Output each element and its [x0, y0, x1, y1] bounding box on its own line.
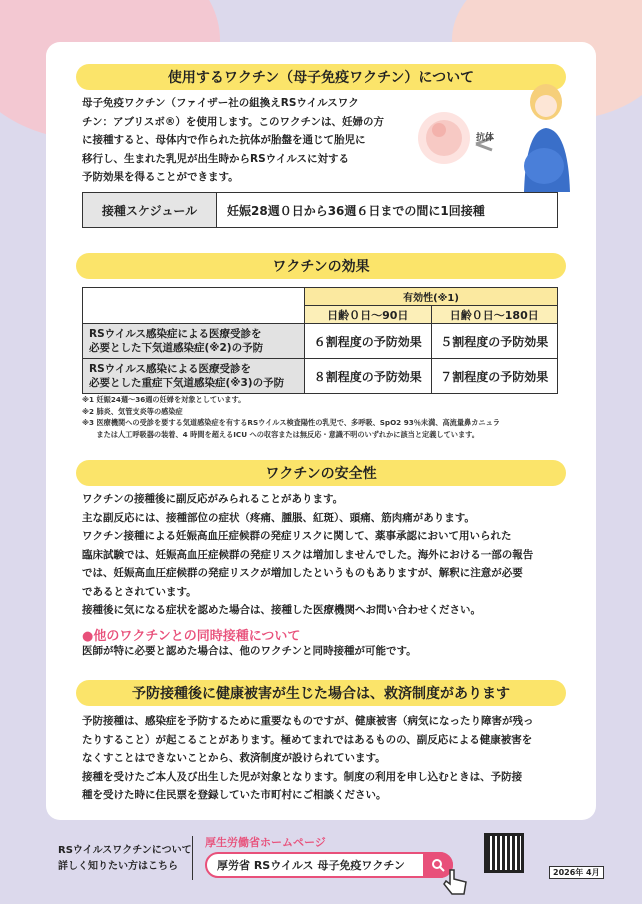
vaccine-description: [82, 94, 427, 187]
safety-description: [82, 490, 572, 620]
table-row: [83, 324, 558, 359]
text-line: 接種後に気になる症状を認めた場合は、接種した医療機関へお問い合わせください。: [82, 604, 481, 616]
table-row: [83, 359, 558, 394]
footnotes: [82, 394, 562, 440]
search-box[interactable]: [205, 852, 453, 878]
text-line: なくすことはできないことから、救済制度が設けられています。: [82, 752, 386, 764]
text-line: であるとされています。: [82, 585, 197, 598]
simultaneous-vaccination-text: 医師が特に必要と認めた場合は、他のワクチンと同時接種が可能です。: [82, 645, 417, 657]
table-cell: ７割程度の予防効果: [431, 359, 558, 394]
table-cell: ８割程度の予防効果: [305, 359, 432, 394]
mhlw-homepage-label: 厚生労働省ホームページ: [205, 836, 326, 849]
footer-line: RSウイルスワクチンについて: [58, 845, 192, 856]
relief-description: [82, 712, 572, 805]
table-cell: ６割程度の予防効果: [305, 324, 432, 359]
table-col-header: 日齢０日〜90日: [305, 306, 432, 324]
schedule-value: 妊娠28週０日から36週６日までの間に1回接種: [227, 203, 485, 218]
footer-divider: [192, 836, 193, 880]
text-line: に接種すると、母体内で作られた抗体が胎盤を通じて胎児に: [82, 134, 366, 146]
table-row-label: RSウイルス感染症による医療受診を 必要とした下気道感染症(※2)の予防: [83, 324, 305, 359]
footnote: ※2 肺炎、気管支炎等の感染症: [82, 406, 183, 416]
footnote: ※3 医療機関への受診を要する気道感染症を有するRSウイルス検査陽性の乳児で、多呼吸、SpO2 93％未満、高流量鼻カニュラ: [82, 418, 500, 427]
text-line: チン：アブリスボ®）を使用します。このワクチンは、妊婦の方: [82, 115, 384, 128]
text-line: ワクチンの接種後に副反応がみられることがあります。: [82, 493, 344, 505]
text-line: ワクチン接種による妊娠高血圧症候群の発症リスクに関して、薬事承認において用いられた: [82, 530, 512, 542]
issue-date: 2026年 4月: [549, 866, 604, 879]
footnote: または人工呼吸器の装着、4 時間を超えるICU への収容または無反応・意識不明のいずれかに該当と定義しています。: [82, 429, 479, 439]
table-corner: [83, 288, 305, 324]
text-line: 母子免疫ワクチン（ファイザー社の組換えRSウイルスワク: [82, 97, 359, 109]
pointer-hand-icon: [442, 868, 468, 896]
schedule-header: 接種スケジュール: [83, 193, 217, 227]
text-line: 接種を受けたご本人及び出生した児が対象となります。制度の利用を申し込むときは、予防接: [82, 770, 523, 783]
text-line: 臨床試験では、妊娠高血圧症候群の発症リスクは増加しませんでした。海外における一部の報告: [82, 548, 534, 561]
footer-line: 詳しく知りたい方はこちら: [58, 861, 178, 872]
footnote: ※1 妊娠24週〜36週の妊婦を対象としています。: [82, 395, 246, 404]
table-group-header: 有効性(※1): [305, 288, 558, 306]
search-text: 厚労省 RSウイルス 母子免疫ワクチン: [217, 859, 405, 872]
table-cell: ５割程度の予防効果: [431, 324, 558, 359]
text-line: 予防効果を得ることができます。: [82, 171, 239, 183]
text-line: たりすること）が起こることがあります。極めてまれではあるものの、副反応による健康被害を: [82, 733, 533, 746]
content-card: [46, 42, 596, 820]
section-effect-title: ワクチンの効果: [76, 253, 566, 279]
effect-table: [82, 287, 558, 394]
antibody-label: 抗体: [476, 133, 495, 143]
section-relief-title: 予防接種後に健康被害が生じた場合は、救済制度があります: [76, 680, 566, 706]
text-line: では、妊娠高血圧症候群の発症リスクが増加したというものもありますが、解釈に注意が必要: [82, 567, 523, 579]
simultaneous-vaccination-heading: ●他のワクチンとの同時接種について: [82, 629, 301, 644]
section-safety-title: ワクチンの安全性: [76, 460, 566, 486]
section-vaccine-title: 使用するワクチン（母子免疫ワクチン）について: [76, 64, 566, 90]
footer-info: [58, 843, 192, 875]
text-line: 予防接種は、感染症を予防するために重要なものですが、健康被害（病気になったり障害が残っ: [82, 715, 534, 727]
qr-code[interactable]: [484, 833, 524, 873]
text-line: 種を受けた時に住民票を登録していた市町村にご相談ください。: [82, 789, 387, 801]
table-row-label: RSウイルス感染による医療受診を 必要とした重症下気道感染症(※3)の予防: [83, 359, 305, 394]
text-line: 主な副反応には、接種部位の症状（疼痛、腫脹、紅斑）、頭痛、筋肉痛があります。: [82, 511, 475, 524]
table-col-header: 日齢０日〜180日: [431, 306, 558, 324]
text-line: 移行し、生まれた乳児が出生時からRSウイルスに対する: [82, 152, 350, 165]
schedule-box: [82, 192, 558, 228]
